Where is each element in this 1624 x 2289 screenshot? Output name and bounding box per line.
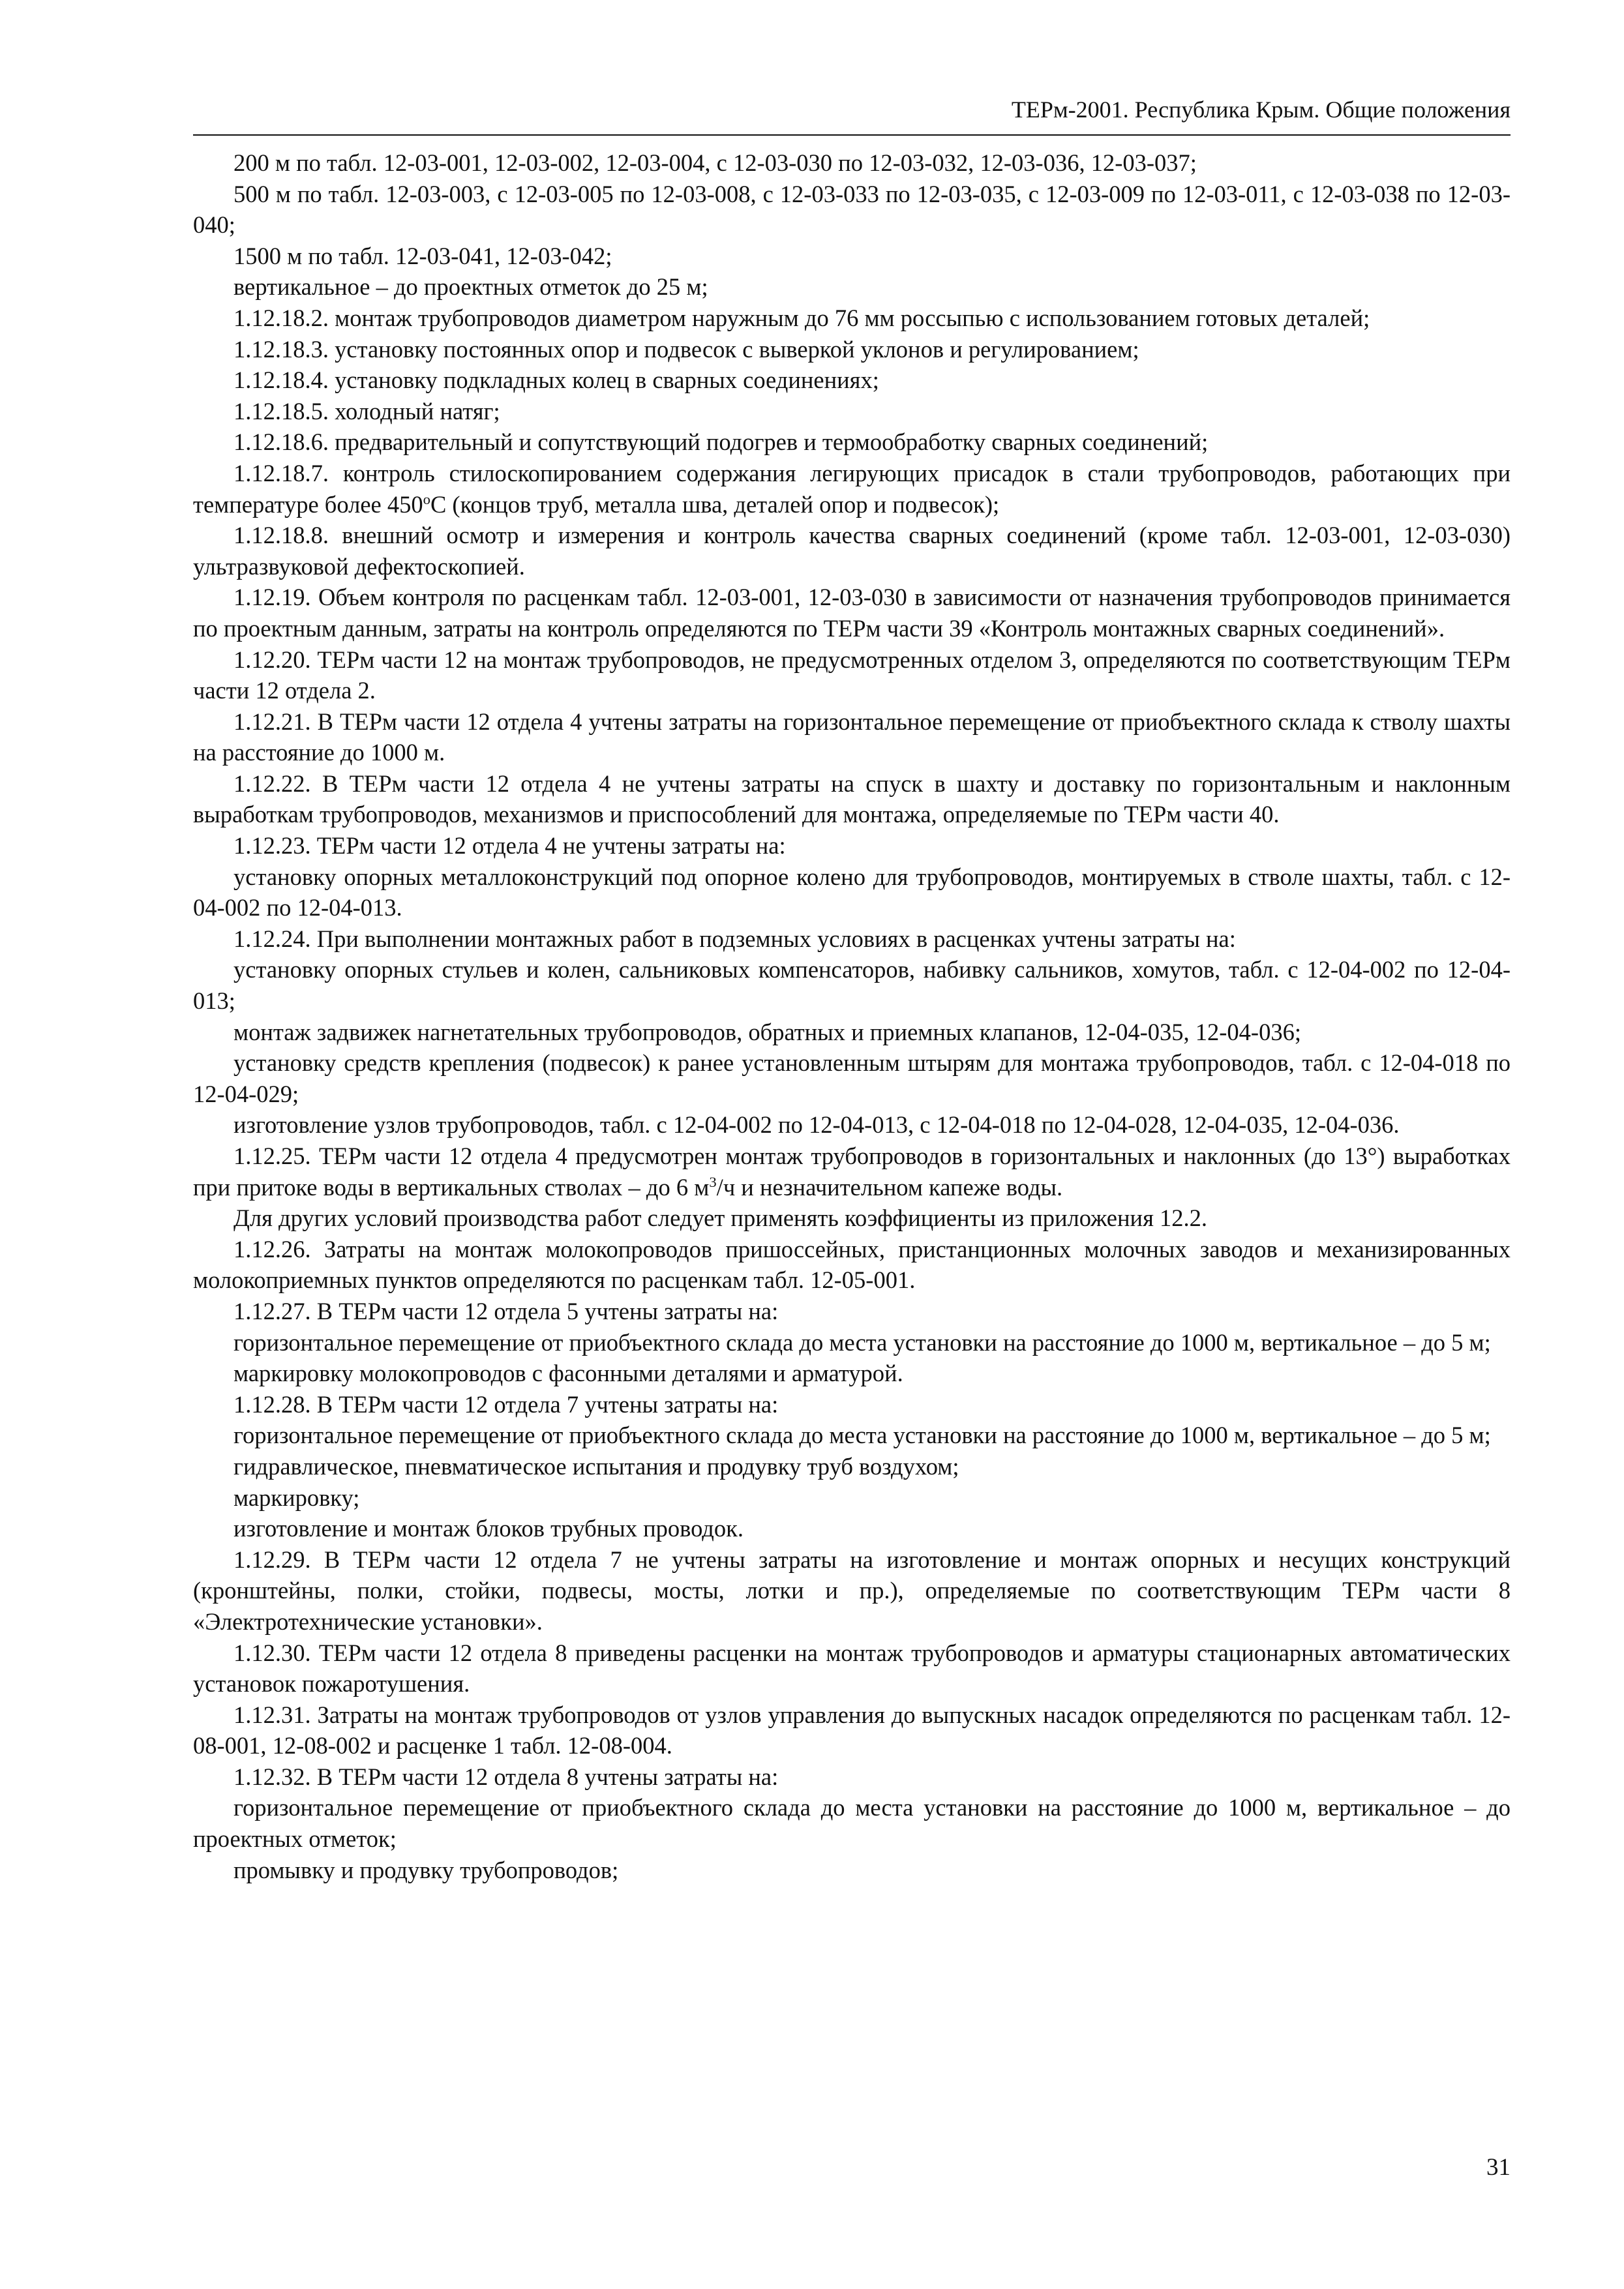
paragraph-text: С (концов труб, металла шва, деталей опор и подвесок); [430,490,1000,518]
cubic-superscript: 3 [709,1173,717,1190]
paragraph-text: /ч и незначительном капеже воды. [716,1173,1063,1201]
header-divider [193,134,1511,136]
paragraph: горизонтальное перемещение от приобъектного склада до места установки на расстояние до 1000 м, вертикальное – до 5 м; [233,1328,1491,1356]
paragraph: установку опорных металлоконструкций под опорное колено для трубопроводов, монтируемых в стволе шахты, табл. с 12-04-002 по 12-04-013. [193,863,1511,921]
paragraph: 1.12.18.6. предварительный и сопутствующий подогрев и термообработку сварных соединений; [233,428,1209,456]
paragraph-1-12-18-7 [193,458,1511,520]
paragraph: установку средств крепления (подвесок) к ранее установленным штырям для монтажа трубопроводов, табл. с 12-04-018 по 12-04-029; [193,1049,1511,1107]
paragraph: вертикальное – до проектных отметок до 25 м; [233,273,708,301]
paragraph: 1.12.24. При выполнении монтажных работ в подземных условиях в расценках учтены затраты на: [233,925,1236,952]
paragraph: 1.12.26. Затраты на монтаж молокопроводов пришоссейных, пристанционных молочных заводов и механизированных молокоприемных пунктов определяются по расценкам табл. 12-05-001. [193,1235,1511,1294]
paragraph: Для других условий производства работ следует применять коэффициенты из приложения 12.2. [233,1204,1207,1232]
paragraph: 1.12.18.2. монтаж трубопроводов диаметром наружным до 76 мм россыпью с использованием готовых деталей; [233,304,1370,331]
paragraph: промывку и продувку трубопроводов; [233,1856,619,1883]
paragraph: 1.12.18.5. холодный натяг; [233,397,500,425]
paragraph-1-12-25 [193,1141,1511,1203]
paragraph: 1.12.18.8. внешний осмотр и измерения и контроль качества сварных соединений (кроме табл. 12-03-001, 12-03-030) ультразвуковой дефектоскопией. [193,522,1511,580]
paragraph: маркировку молокопроводов с фасонными деталями и арматурой. [233,1360,903,1387]
paragraph: 1.12.31. Затраты на монтаж трубопроводов от узлов управления до выпускных насадок определяются по расценкам табл. 12-08-001, 12-08-002 и расценке 1 табл. 12-08-004. [193,1701,1511,1759]
paragraph-text: 1.12.18.7. контроль стилоскопированием содержания легирующих присадок в стали трубопроводов, работающих при температуре более 450 [193,459,1511,518]
paragraph: маркировку; [233,1484,360,1511]
running-header: ТЕРм-2001. Республика Крым. Общие положения [1011,97,1511,123]
degree-superscript: o [423,490,430,507]
paragraph: 1500 м по табл. 12-03-041, 12-03-042; [233,242,612,269]
paragraph: 1.12.18.3. установку постоянных опор и подвесок с выверкой уклонов и регулированием; [233,335,1139,363]
paragraph: изготовление и монтаж блоков трубных проводок. [233,1515,744,1542]
paragraph: 1.12.23. ТЕРм части 12 отдела 4 не учтены затраты на: [233,832,786,860]
paragraph: 1.12.20. ТЕРм части 12 на монтаж трубопроводов, не предусмотренных отделом 3, определяются по соответствующим ТЕРм части 12 отдела 2. [193,646,1511,704]
paragraph: изготовление узлов трубопроводов, табл. с 12-04-002 по 12-04-013, с 12-04-018 по 12-04-028, 12-04-035, 12-04-036. [233,1111,1400,1139]
paragraph: 1.12.28. В ТЕРм части 12 отдела 7 учтены затраты на: [233,1390,779,1418]
paragraph: 1.12.18.4. установку подкладных колец в сварных соединениях; [233,367,879,394]
paragraph: 1.12.30. ТЕРм части 12 отдела 8 приведены расценки на монтаж трубопроводов и арматуры стационарных автоматических установок пожаротушения. [193,1639,1511,1698]
paragraph: 500 м по табл. 12-03-003, с 12-03-005 по 12-03-008, с 12-03-033 по 12-03-035, с 12-03-009 по 12-03-011, с 12-03-038 по 12-03-040; [193,180,1511,239]
paragraph: 1.12.21. В ТЕРм части 12 отдела 4 учтены затраты на горизонтальное перемещение от приобъектного склада к стволу шахты на расстояние до 1000 м. [193,708,1511,766]
paragraph: 1.12.27. В ТЕРм части 12 отдела 5 учтены затраты на: [233,1297,779,1324]
paragraph: монтаж задвижек нагнетательных трубопроводов, обратных и приемных клапанов, 12-04-035, 12-04-036; [233,1018,1301,1045]
paragraph: гидравлическое, пневматическое испытания и продувку труб воздухом; [233,1452,959,1480]
paragraph: горизонтальное перемещение от приобъектного склада до места установки на расстояние до 1000 м, вертикальное – до проектных отметок; [193,1794,1511,1853]
paragraph: 1.12.19. Объем контроля по расценкам табл. 12-03-001, 12-03-030 в зависимости от назначения трубопроводов принимается по проектным данным, затраты на контроль определяются по ТЕРм части 39 «Контроль монтажных сварных соединений». [193,584,1511,642]
paragraph: 200 м по табл. 12-03-001, 12-03-002, 12-03-004, с 12-03-030 по 12-03-032, 12-03-036, 12-03-037; [233,149,1197,176]
body-text [193,147,1511,1885]
paragraph: 1.12.29. В ТЕРм части 12 отдела 7 не учтены затраты на изготовление и монтаж опорных и несущих конструкций (кронштейны, полки, стойки, подвесы, мосты, лотки и пр.), определяемые по соответствующим ТЕРм части 8 «Электротехнические установки». [193,1546,1511,1635]
paragraph-text: 1.12.25. ТЕРм части 12 отдела 4 предусмотрен монтаж трубопроводов в горизонтальных и наклонных (до 13°) выработках при притоке воды в вертикальных стволах – до 6 м [193,1143,1511,1201]
paragraph: установку опорных стульев и колен, сальниковых компенсаторов, набивку сальников, хомутов, табл. с 12-04-002 по 12-04-013; [193,956,1511,1015]
paragraph: 1.12.32. В ТЕРм части 12 отдела 8 учтены затраты на: [233,1763,779,1790]
paragraph: горизонтальное перемещение от приобъектного склада до места установки на расстояние до 1000 м, вертикальное – до 5 м; [233,1422,1491,1449]
page-number: 31 [1486,2154,1511,2181]
paragraph: 1.12.22. В ТЕРм части 12 отдела 4 не учтены затраты на спуск в шахту и доставку по горизонтальным и наклонным выработкам трубопроводов, механизмов и приспособлений для монтажа, определяемые по ТЕРм части 40. [193,770,1511,828]
